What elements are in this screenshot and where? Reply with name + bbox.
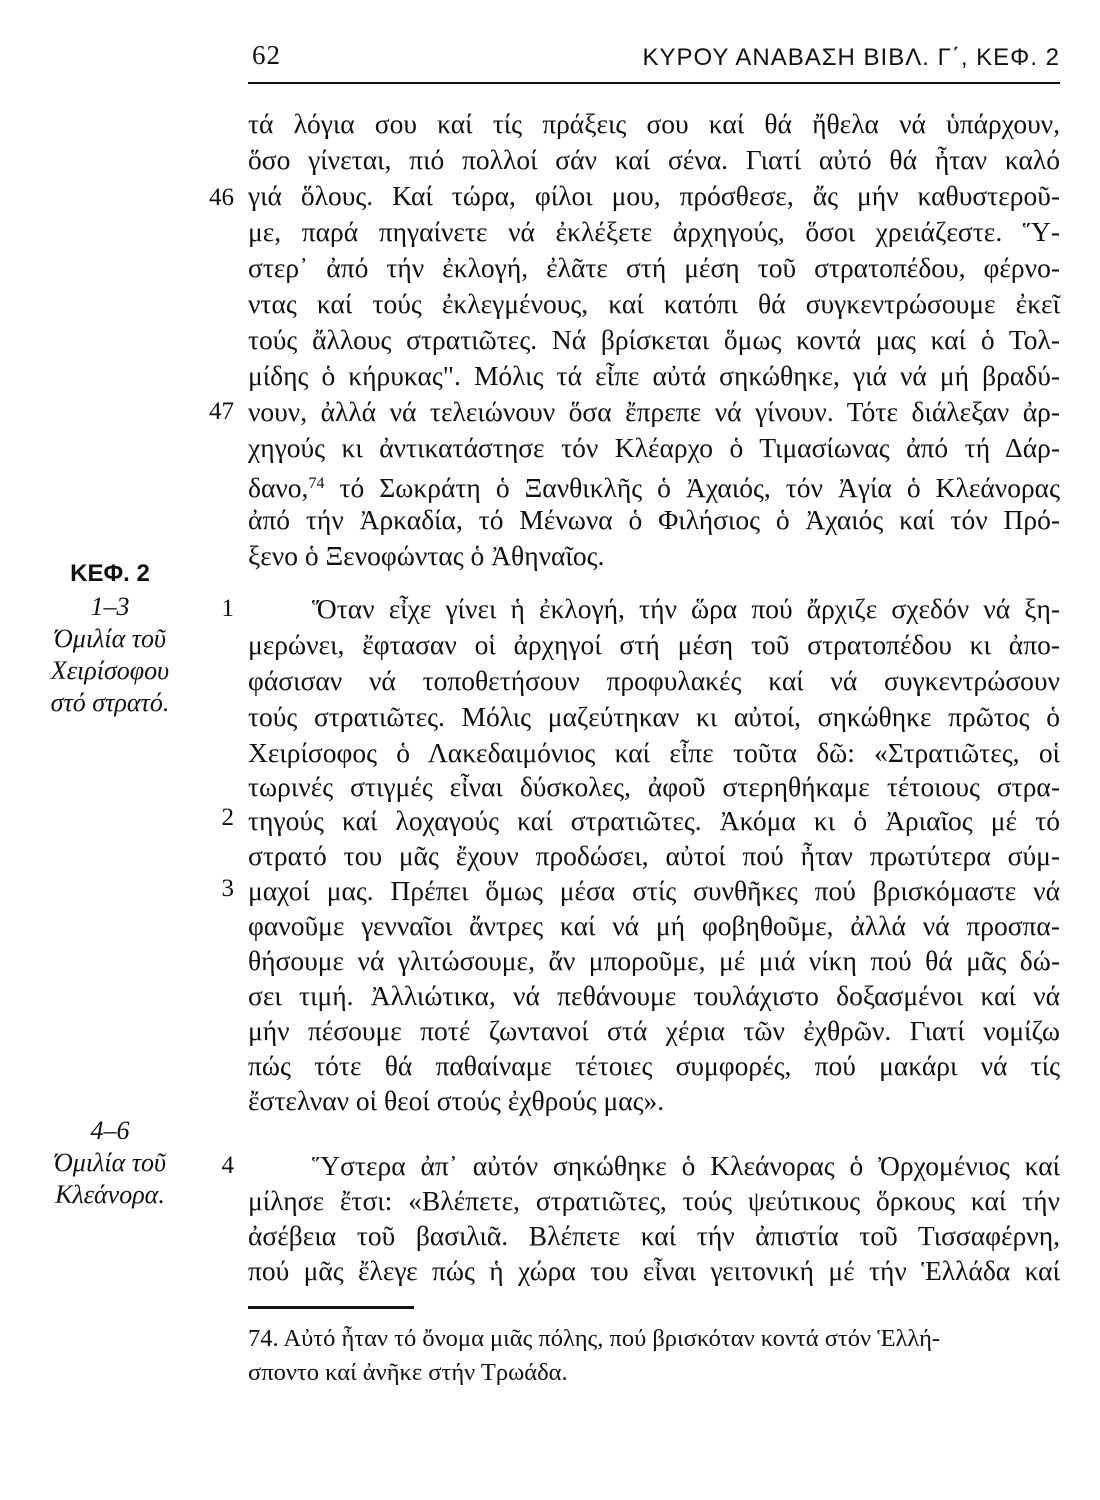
footnote-marker: 74	[308, 475, 325, 492]
sidebar-label-1b: Χειρίσοφου	[50, 656, 170, 685]
text-line: Ὕστερα ἀπ᾿ αὐτόν σηκώθηκε ὁ Κλεάνορας ὁ Ὀρχομένιος καί	[312, 1150, 1060, 1181]
text-line: τούς στρατιῶτες. Μόλις μαζεύτηκαν κι αὐτοί, σηκώθηκε πρῶτος ὁ	[248, 701, 1060, 732]
text-line: μαχοί μας. Πρέπει ὅμως μέσα στίς συνθῆκες πού βρισκόμαστε νά	[248, 875, 1060, 906]
text-line: με, παρά πηγαίνετε νά ἐκλέξετε ἀρχηγούς, ὅσοι χρειάζεστε. Ὕ-	[248, 216, 1060, 247]
page-number: 62	[252, 40, 281, 70]
verse-number: 46	[209, 184, 234, 211]
text-fragment: δανο,	[248, 472, 309, 503]
text-line: ὅσο γίνεται, πιό πολλοί σάν καί σένα. Γιατί αὐτό θά ἦταν καλό	[248, 144, 1060, 175]
text-line	[248, 466, 1060, 501]
text-line: μήν πέσουμε ποτέ ζωντανοί στά χέρια τῶν ἐχθρῶν. Γιατί νομίζω	[248, 1015, 1060, 1046]
text-line: μίδης ὁ κήρυκας". Μόλις τά εἶπε αὐτά σηκώθηκε, γιά νά μή βραδύ-	[248, 360, 1060, 391]
text-line: ἔστελναν οἱ θεοί στούς ἐχθρούς μας».	[248, 1085, 665, 1116]
footnote-line: 74. Αὐτό ἦταν τό ὄνομα μιᾶς πόλης, πού βρισκόταν κοντά στόν Ἑλλή-	[248, 1325, 941, 1352]
sidebar-label-1a: Όμιλία τοῦ	[54, 624, 166, 653]
verse-number: 47	[209, 398, 234, 425]
sidebar-label-2b: Κλεάνορα.	[55, 1180, 165, 1209]
text-line: τηγούς καί λοχαγούς καί στρατιῶτες. Ἀκόμα κι ὁ Ἀριαῖος μέ τό	[248, 805, 1060, 836]
text-line: πού μᾶς ἔλεγε πώς ἡ χώρα του εἶναι γειτονική μέ τήν Ἑλλάδα καί	[248, 1255, 1060, 1286]
footnote-rule	[248, 1306, 414, 1309]
text-line: πώς τότε θά παθαίναμε τέτοιες συμφορές, πού μακάρι νά τίς	[248, 1050, 1060, 1081]
verse-number: 1	[221, 595, 234, 622]
text-line: σει τιμή. Ἀλλιώτικα, νά πεθάνουμε τουλάχιστο δοξασμένοι καί νά	[248, 980, 1060, 1011]
sidebar-chapter: ΚΕΦ. 2	[70, 560, 150, 587]
text-line: στρατό του μᾶς ἔχουν προδώσει, αὐτοί πού ἦταν πρωτύτερα σύμ-	[248, 840, 1060, 871]
verse-number: 3	[221, 875, 234, 902]
text-line: νουν, ἀλλά νά τελειώνουν ὅσα ἔπρεπε νά γίνουν. Τότε διάλεξαν ἀρ-	[248, 396, 1060, 427]
text-fragment: τό Σωκράτη ὁ Ξανθικλῆς ὁ Ἀχαιός, τόν Ἀγία ὁ Κλεάνορας	[324, 472, 1060, 503]
text-line: ἀπό τήν Ἀρκαδία, τό Μένωνα ὁ Φιλήσιος ὁ Ἀχαιός καί τόν Πρό-	[248, 504, 1060, 535]
text-line: Χειρίσοφος ὁ Λακεδαιμόνιος καί εἶπε τοῦτα δῶ: «Στρατιῶτες, οἱ	[248, 737, 1060, 768]
footnote-line: σποντο καί ἀνῆκε στήν Τρωάδα.	[248, 1359, 568, 1386]
sidebar-range-1: 1–3	[90, 592, 130, 621]
text-line: μίλησε ἔτσι: «Βλέπετε, στρατιῶτες, τούς ψεύτικους ὅρκους καί τήν	[248, 1185, 1060, 1216]
text-line: φανοῦμε γενναῖοι ἄντρες καί νά μή φοβηθοῦμε, ἀλλά νά προσπα-	[248, 910, 1060, 941]
text-line: μερώνει, ἔφτασαν οἱ ἀρχηγοί στή μέση τοῦ στρατοπέδου κι ἀπο-	[248, 629, 1060, 660]
sidebar-range-2: 4–6	[90, 1116, 130, 1145]
text-line: Ὅταν εἶχε γίνει ἡ ἐκλογή, τήν ὥρα πού ἄρχιζε σχεδόν νά ξη-	[312, 593, 1060, 624]
text-line: θήσουμε νά γλιτώσουμε, ἄν μποροῦμε, μέ μιά νίκη πού θά μᾶς δώ-	[248, 945, 1060, 976]
text-line: γιά ὅλους. Καί τώρα, φίλοι μου, πρόσθεσε, ἄς μήν καθυστεροῦ-	[248, 180, 1060, 211]
text-line: τούς ἄλλους στρατιῶτες. Νά βρίσκεται ὅμως κοντά μας καί ὁ Τολ-	[248, 324, 1060, 355]
text-line: στερ᾿ ἀπό τήν ἐκλογή, ἐλᾶτε στή μέση τοῦ στρατοπέδου, φέρνο-	[248, 252, 1060, 283]
running-title: ΚΥΡΟΥ ΑΝΑΒΑΣΗ ΒΙΒΛ. Γ΄, ΚΕΦ. 2	[642, 44, 1060, 71]
text-line: ἀσέβεια τοῦ βασιλιᾶ. Βλέπετε καί τήν ἀπιστία τοῦ Τισσαφέρνη,	[248, 1220, 1060, 1251]
text-line: φάσισαν νά τοποθετήσουν προφυλακές καί νά συγκεντρώσουν	[248, 665, 1060, 696]
header-rule	[248, 82, 1060, 84]
text-line: χηγούς κι ἀντικατάστησε τόν Κλέαρχο ὁ Τιμασίωνας ἀπό τή Δάρ-	[248, 432, 1060, 463]
sidebar-label-2a: Όμιλία τοῦ	[54, 1148, 166, 1177]
verse-number: 2	[221, 804, 234, 831]
sidebar-label-1c: στό στρατό.	[50, 688, 170, 717]
text-line: τωρινές στιγμές εἶναι δύσκολες, ἀφοῦ στερηθήκαμε τέτοιους στρα-	[248, 771, 1060, 802]
text-line: ξενο ὁ Ξενοφώντας ὁ Ἀθηναῖος.	[248, 540, 605, 571]
text-line: τά λόγια σου καί τίς πράξεις σου καί θά ἤθελα νά ὑπάρχουν,	[248, 108, 1060, 139]
verse-number: 4	[221, 1152, 234, 1179]
text-line: ντας καί τούς ἐκλεγμένους, καί κατόπι θά συγκεντρώσουμε ἐκεῖ	[248, 288, 1060, 319]
